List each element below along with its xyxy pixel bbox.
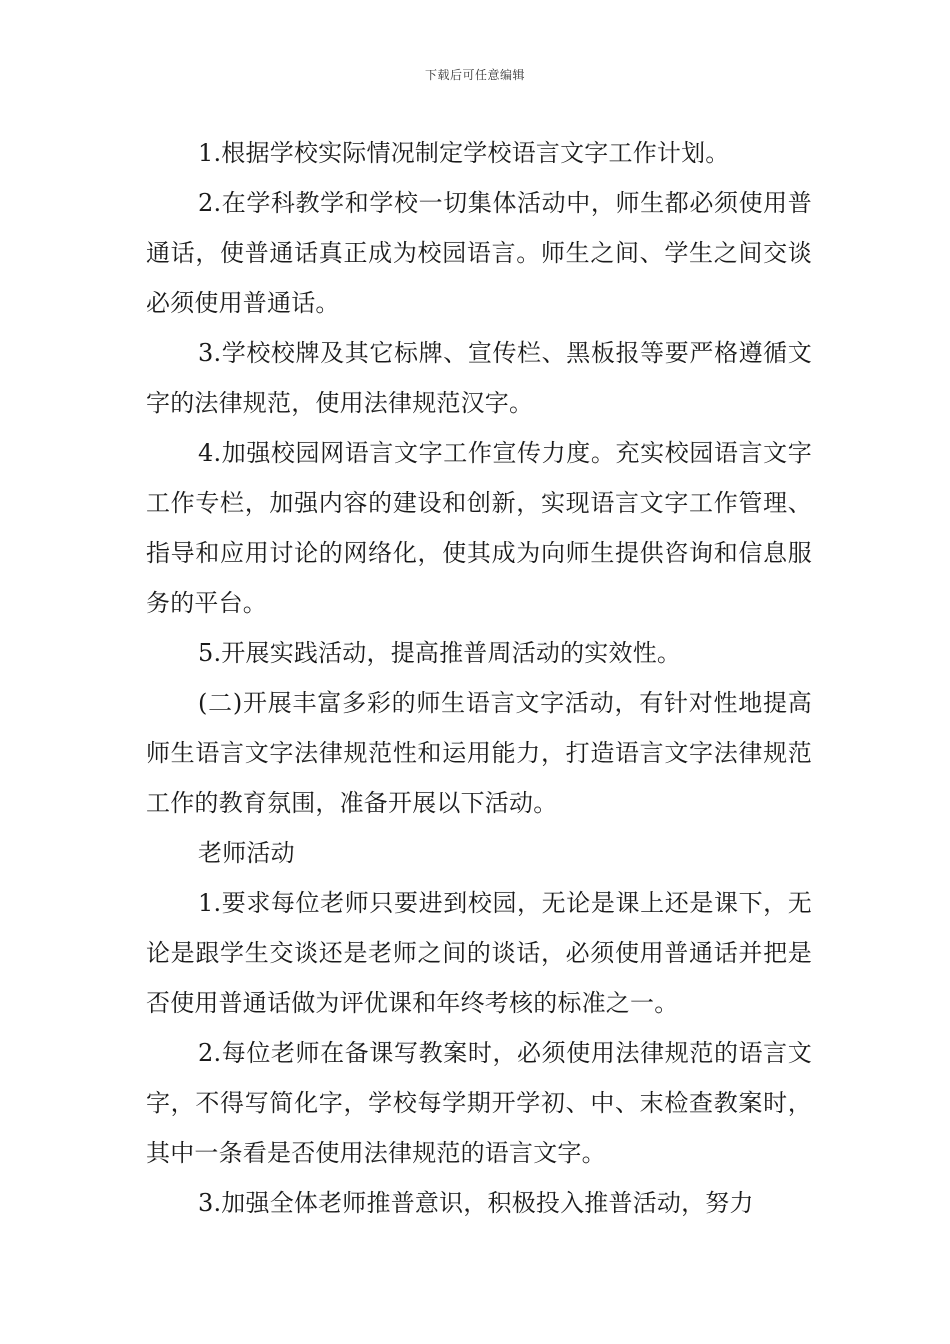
paragraph-8: 2.每位老师在备课写教案时，必须使用法律规范的语言文字，不得写简化字，学校每学期开学初、中、末检查教案时，其中一条看是否使用法律规范的语言文字。 [146, 1039, 812, 1167]
page-header: 下载后可任意编辑 [424, 68, 525, 82]
document-body [146, 128, 812, 1228]
section-heading: 老师活动 [198, 839, 295, 867]
paragraph-5: 5.开展实践活动，提高推普周活动的实效性。 [198, 639, 682, 667]
paragraph-4: 4.加强校园网语言文字工作宣传力度。充实校园语言文字工作专栏，加强内容的建设和创新，实现语言文字工作管理、指导和应用讨论的网络化，使其成为向师生提供咨询和信息服务的平台。 [146, 439, 812, 617]
paragraph-3: 3.学校校牌及其它标牌、宣传栏、黑板报等要严格遵循文字的法律规范，使用法律规范汉字。 [146, 339, 812, 417]
paragraph-9: 3.加强全体老师推普意识，积极投入推普活动，努力 [198, 1189, 754, 1217]
paragraph-6: (二)开展丰富多彩的师生语言文字活动，有针对性地提高师生语言文字法律规范性和运用能力，打造语言文字法律规范工作的教育氛围，准备开展以下活动。 [146, 689, 812, 817]
paragraph-7: 1.要求每位老师只要进到校园，无论是课上还是课下，无论是跟学生交谈还是老师之间的谈话，必须使用普通话并把是否使用普通话做为评优课和年终考核的标准之一。 [146, 889, 812, 1017]
paragraph-2: 2.在学科教学和学校一切集体活动中，师生都必须使用普通话，使普通话真正成为校园语言。师生之间、学生之间交谈必须使用普通话。 [146, 189, 812, 317]
paragraph-1: 1.根据学校实际情况制定学校语言文字工作计划。 [198, 139, 730, 167]
